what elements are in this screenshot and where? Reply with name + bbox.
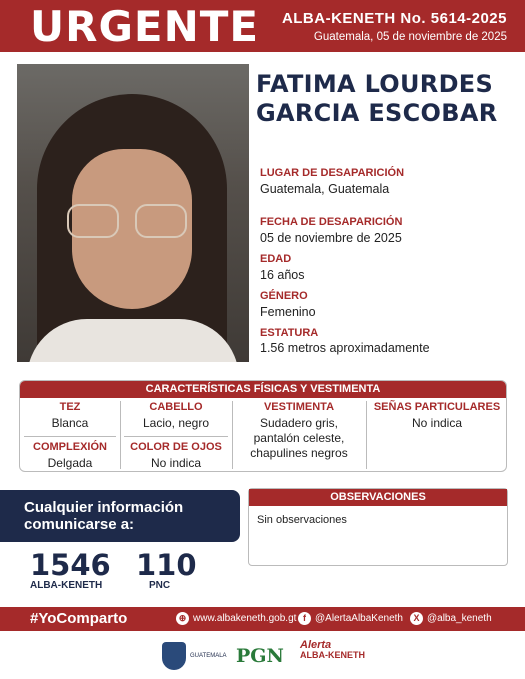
x-text: @alba_keneth [427,613,492,624]
edad-label: EDAD [260,253,292,265]
logos-strip [0,640,525,674]
contact-banner [0,490,240,542]
pgn-logo [236,640,284,672]
footer-bar [0,607,525,631]
fecha-label: FECHA DE DESAPARICIÓN [260,216,403,228]
divider [120,401,121,469]
guatemala-logo-text: GUATEMALA [190,653,227,659]
complexion-label: COMPLEXIÓN [33,441,107,453]
characteristics-title: CARACTERÍSTICAS FÍSICAS Y VESTIMENTA [20,381,506,398]
lugar-label: LUGAR DE DESAPARICIÓN [260,167,405,179]
senas-value: No indica [411,416,463,430]
coat-of-arms-icon [162,642,186,670]
lugar-value: Guatemala, Guatemala [260,182,390,196]
x-icon: X [410,612,423,625]
tez-value: Blanca [51,416,89,430]
vestimenta-line: chapulines negros [250,446,348,460]
divider [24,436,116,437]
x-link[interactable] [410,612,492,625]
senas-cell [370,401,504,431]
alert-number: ALBA-KENETH No. 5614-2025 [281,10,507,27]
alba-keneth-logo [300,640,365,672]
ojos-cell [124,441,228,471]
phone-pnc[interactable]: 110 [136,548,197,582]
senas-label: SEÑAS PARTICULARES [373,401,501,413]
vestimenta-line: pantalón celeste, [253,431,345,445]
fecha-value: 05 de noviembre de 2025 [260,231,402,245]
divider [232,401,233,469]
cabello-cell [124,401,228,431]
cabello-label: CABELLO [149,401,203,413]
tez-label: TEZ [59,401,81,413]
header-banner [0,0,525,52]
complexion-value: Delgada [47,456,93,470]
estatura-label: ESTATURA [260,327,319,339]
person-name-line2: GARCIA ESCOBAR [256,99,498,127]
facebook-link[interactable] [298,612,403,625]
genero-value: Femenino [260,305,316,319]
edad-value: 16 años [260,268,305,282]
estatura-value: 1.56 metros aproximadamente [260,341,430,355]
divider [366,401,367,469]
facebook-text: @AlertaAlbaKeneth [315,613,403,624]
person-name [256,70,497,128]
complexion-cell [24,441,116,471]
alert-place-date: Guatemala, 05 de noviembre de 2025 [313,31,507,43]
facebook-icon: f [298,612,311,625]
phone-alba-keneth-label: ALBA-KENETH [30,580,103,591]
hashtag: #YoComparto [30,610,128,627]
guatemala-logo [162,640,227,672]
contact-line1: Cualquier información [24,499,184,516]
pgn-logo-text: PGN [236,645,284,667]
phone-alba-keneth[interactable]: 1546 [30,548,111,582]
divider [124,436,228,437]
person-name-line1: FATIMA LOURDES [256,70,494,98]
characteristics-panel [19,380,507,472]
observations-panel [248,488,508,566]
ojos-value: No indica [150,456,202,470]
tez-cell [24,401,116,431]
vestimenta-cell [236,401,362,461]
genero-label: GÉNERO [260,290,308,302]
phone-pnc-label: PNC [149,580,171,591]
vestimenta-line: Sudadero gris, [259,416,339,430]
observations-text: Sin observaciones [257,514,347,526]
cabello-value: Lacio, negro [142,416,210,430]
contact-line2: comunicarse a: [24,516,135,533]
vestimenta-label: VESTIMENTA [263,401,335,413]
alba-keneth-logo-top: Alerta [300,639,332,651]
urgent-title: URGENTE [30,2,260,51]
observations-title: OBSERVACIONES [249,489,507,506]
missing-person-photo [17,64,249,362]
ojos-label: COLOR DE OJOS [130,441,222,453]
globe-icon: ⊕ [176,612,189,625]
website-link[interactable] [176,612,296,625]
website-text: www.albakeneth.gob.gt [193,613,297,624]
alba-keneth-logo-main: ALBA-KENETH [300,650,365,660]
